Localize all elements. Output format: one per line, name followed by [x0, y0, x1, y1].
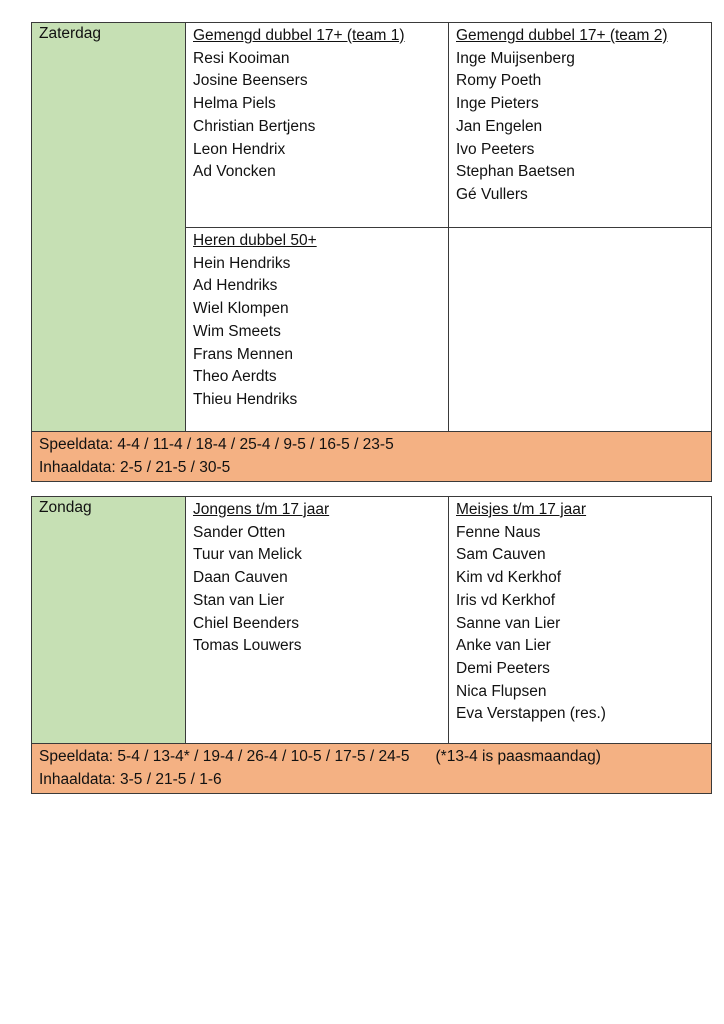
player-name: Sam Cauven	[456, 546, 546, 564]
player-name: Frans Mennen	[193, 345, 293, 363]
team-cell-boys	[186, 497, 449, 744]
saturday-dates-row	[32, 432, 712, 482]
player-name: Gé Vullers	[456, 185, 528, 203]
saturday-schedule-table	[31, 22, 712, 482]
player-name: Kim vd Kerkhof	[456, 569, 562, 587]
player-name: Inge Pieters	[456, 95, 539, 113]
player-name: Ad Hendriks	[193, 277, 278, 295]
team-title: Gemengd dubbel 17+ (team 2)	[456, 27, 668, 44]
day-label: Zondag	[39, 499, 92, 516]
player-name: Nica Flupsen	[456, 682, 547, 700]
player-name: Chiel Beenders	[193, 614, 299, 632]
easter-note: (*13-4 is paasmaandag)	[435, 748, 601, 765]
sunday-day-cell	[32, 497, 186, 744]
speeldata-line	[39, 746, 711, 769]
team-cell-girls	[449, 497, 712, 744]
player-name: Sanne van Lier	[456, 614, 561, 632]
player-name: Thieu Hendriks	[193, 390, 298, 408]
player-name: Wim Smeets	[193, 322, 281, 340]
sunday-schedule-table	[31, 496, 712, 794]
player-name: Christian Bertjens	[193, 117, 316, 135]
team-title: Meisjes t/m 17 jaar	[456, 501, 587, 518]
player-name: Eva Verstappen (res.)	[456, 705, 606, 723]
team-title: Heren dubbel 50+	[193, 232, 317, 249]
player-name: Stephan Baetsen	[456, 163, 575, 181]
player-name: Helma Piels	[193, 95, 276, 113]
team-cell-mixed-2	[449, 23, 712, 228]
speeldata-text: Speeldata: 4-4 / 11-4 / 18-4 / 25-4 / 9-5 / 16-5 / 23-5	[39, 436, 394, 453]
inhaaldata-text: Inhaaldata: 2-5 / 21-5 / 30-5	[39, 458, 231, 476]
empty-team-cell	[449, 228, 712, 432]
player-name: Wiel Klompen	[193, 300, 289, 318]
player-name: Romy Poeth	[456, 72, 542, 90]
team-title: Jongens t/m 17 jaar	[193, 501, 330, 518]
player-name: Demi Peeters	[456, 659, 550, 677]
saturday-row-1	[32, 23, 712, 228]
player-name: Ivo Peeters	[456, 140, 535, 158]
player-name: Hein Hendriks	[193, 254, 291, 272]
player-name: Fenne Naus	[456, 523, 541, 541]
player-name: Daan Cauven	[193, 569, 288, 587]
sunday-dates-cell	[32, 744, 712, 794]
player-name: Inge Muijsenberg	[456, 49, 575, 67]
team-cell-men-50	[186, 228, 449, 432]
player-name: Ad Voncken	[193, 163, 276, 181]
sunday-row-1	[32, 497, 712, 744]
speeldata-text: Speeldata: 5-4 / 13-4* / 19-4 / 26-4 / 10-5 / 17-5 / 24-5	[39, 748, 410, 765]
player-name: Stan van Lier	[193, 591, 285, 609]
player-name: Anke van Lier	[456, 637, 551, 655]
player-name: Jan Engelen	[456, 117, 543, 135]
player-name: Tomas Louwers	[193, 637, 302, 655]
team-cell-mixed-1	[186, 23, 449, 228]
player-name: Josine Beensers	[193, 72, 308, 90]
player-name: Leon Hendrix	[193, 140, 286, 158]
player-name: Tuur van Melick	[193, 546, 302, 564]
player-name: Sander Otten	[193, 523, 286, 541]
player-name: Resi Kooiman	[193, 49, 290, 67]
inhaaldata-text: Inhaaldata: 3-5 / 21-5 / 1-6	[39, 770, 222, 788]
player-name: Iris vd Kerkhof	[456, 591, 556, 609]
saturday-dates-cell	[32, 432, 712, 482]
saturday-day-cell	[32, 23, 186, 432]
player-name: Theo Aerdts	[193, 368, 277, 386]
team-title: Gemengd dubbel 17+ (team 1)	[193, 27, 405, 44]
day-label: Zaterdag	[39, 25, 102, 42]
sunday-dates-row	[32, 744, 712, 794]
